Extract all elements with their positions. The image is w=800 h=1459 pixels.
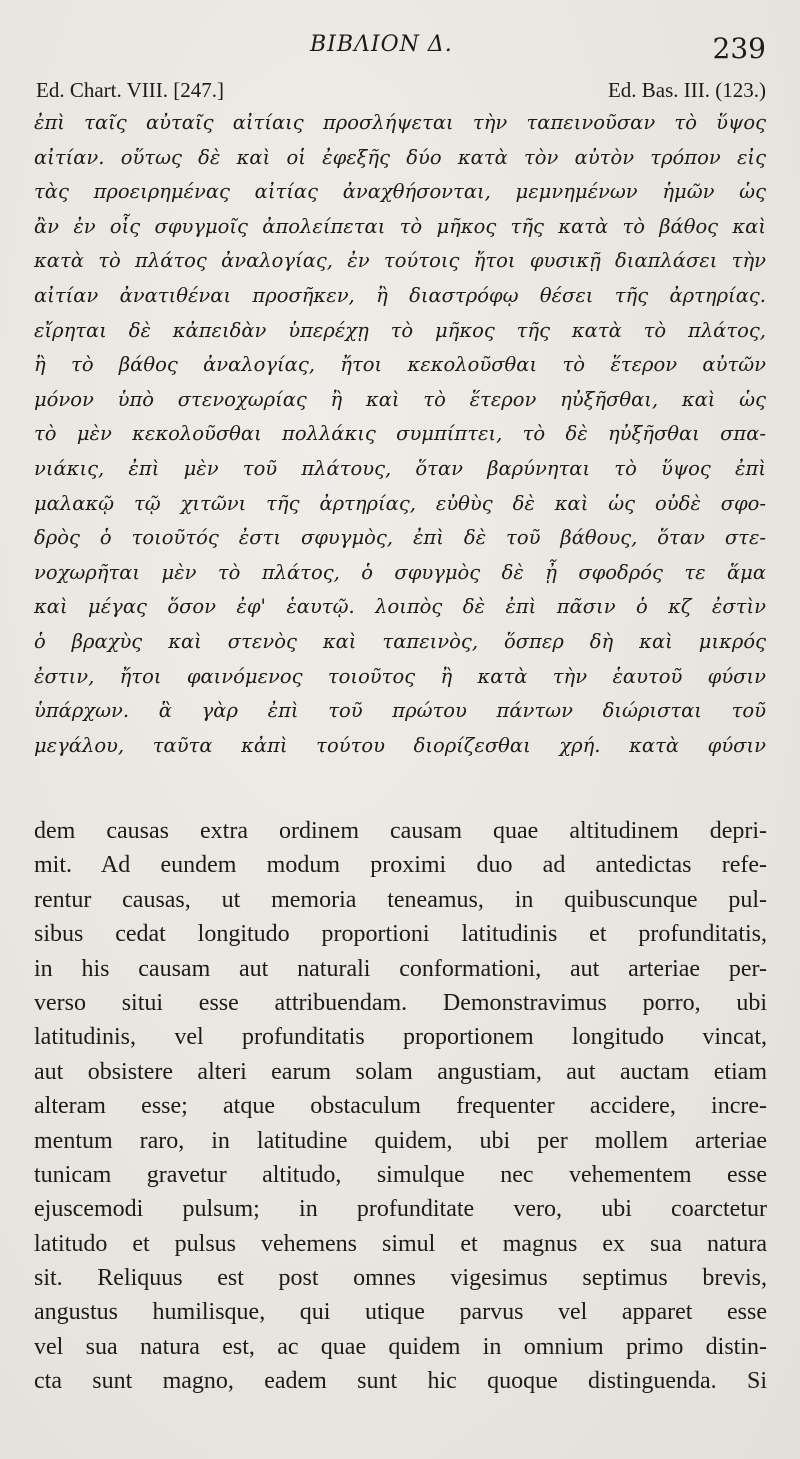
latin-line: vel sua natura est, ac quae quidem in omnium primo distin- [34,1333,767,1360]
greek-text-block [34,106,766,763]
greek-line: ὑπάρχων. ἃ γὰρ ἐπὶ τοῦ πρώτου πάντων διώρισται τοῦ [34,699,766,723]
latin-line: dem causas extra ordinem causam quae altitudinem depri- [34,818,767,844]
latin-line: alteram esse; atque obstaculum frequenter accidere, incre- [34,1093,767,1120]
greek-line: εἴρηται δὲ κἀπειδὰν ὑπερέχῃ τὸ μῆκος τῆς κατὰ τὸ πλάτος, [34,318,766,342]
greek-line: τὰς προειρημένας αἰτίας ἀναχθήσονται, μεμνημένων ἡμῶν ὡς [34,180,766,204]
book-title: ΒΙΒΛΙΟΝ Δ. [310,32,453,57]
latin-line: verso situi esse attribuendam. Demonstravimus porro, ubi [34,989,767,1016]
edition-reference-right: Ed. Bas. III. (123.) [607,78,766,102]
running-head [0,26,800,66]
page-number: 239 [712,32,766,65]
greek-line: ἢ τὸ βάθος ἀναλογίας, ἤτοι κεκολοῦσθαι τὸ ἕτερον αὐτῶν [34,353,766,377]
greek-line: ἐπὶ ταῖς αὐταῖς αἰτίαις προσλήψεται τὴν ταπεινοῦσαν τὸ ὕψος [34,111,766,134]
greek-line: νοχωρῆται μὲν τὸ πλάτος, ὁ σφυγμὸς δὲ ᾖ σφοδρός τε ἅμα [34,560,766,584]
edition-reference-left: Ed. Chart. VIII. [247.] [36,78,224,102]
latin-line: ejuscemodi pulsum; in profunditate vero, ubi coarctetur [34,1196,767,1223]
latin-text-block [34,814,767,1399]
greek-line: αἰτίαν. οὕτως δὲ καὶ οἱ ἐφεξῆς δύο κατὰ τὸν αὐτὸν τρόπον εἰς [34,145,766,169]
latin-line: cta sunt magno, eadem sunt hic quoque distinguenda. Si [34,1368,767,1395]
greek-line: νιάκις, ἐπὶ μὲν τοῦ πλάτους, ὅταν βαρύνηται τὸ ὕψος ἐπὶ [34,456,766,480]
greek-line: ἐστιν, ἤτοι φαινόμενος τοιοῦτος ἢ κατὰ τὴν ἑαυτοῦ φύσιν [34,664,766,688]
latin-line: tunicam gravetur altitudo, simulque nec vehementem esse [34,1161,767,1188]
greek-line: μεγάλου, ταῦτα κἀπὶ τούτου διορίζεσθαι χρή. κατὰ φύσιν [34,733,766,757]
latin-line: angustus humilisque, qui utique parvus vel apparet esse [34,1299,767,1326]
latin-line: rentur causas, ut memoria teneamus, in quibuscunque pul- [34,886,767,913]
latin-line: in his causam aut naturali conformationi, aut arteriae per- [34,955,767,982]
latin-line: sibus cedat longitudo proportioni latitudinis et profunditatis, [34,921,767,948]
latin-line: latitudo et pulsus vehemens simul et magnus ex sua natura [34,1230,767,1257]
greek-line: ὁ βραχὺς καὶ στενὸς καὶ ταπεινὸς, ὅσπερ δὴ καὶ μικρός [34,629,766,653]
greek-line: μαλακῷ τῷ χιτῶνι τῆς ἀρτηρίας, εὐθὺς δὲ καὶ ὡς οὐδὲ σφο- [34,491,766,515]
latin-line: mit. Ad eundem modum proximi duo ad antedictas refe- [34,852,767,879]
greek-line: κατὰ τὸ πλάτος ἀναλογίας, ἐν τούτοις ἤτοι φυσικῇ διαπλάσει τὴν [34,249,766,273]
greek-line: τὸ μὲν κεκολοῦσθαι πολλάκις συμπίπτει, τὸ δὲ ηὐξῆσθαι σπα- [34,422,766,446]
greek-line: ἂν ἐν οἷς σφυγμοῖς ἀπολείπεται τὸ μῆκος τῆς κατὰ τὸ βάθος καὶ [34,214,766,238]
latin-line: mentum raro, in latitudine quidem, ubi per mollem arteriae [34,1127,767,1154]
latin-line: sit. Reliquus est post omnes vigesimus septimus brevis, [34,1265,767,1292]
greek-line: αἰτίαν ἀνατιθέναι προσῆκεν, ἢ διαστρόφῳ θέσει τῆς ἀρτηρίας. [34,283,766,307]
latin-line: latitudinis, vel profunditatis proportionem longitudo vincat, [34,1024,767,1051]
greek-line: μόνον ὑπὸ στενοχωρίας ἢ καὶ τὸ ἕτερον ηὐξῆσθαι, καὶ ὡς [34,387,766,411]
greek-line: καὶ μέγας ὅσον ἐφ' ἑαυτῷ. λοιπὸς δὲ ἐπὶ πᾶσιν ὁ κζ ἐστὶν [34,595,766,619]
edition-reference-line [36,78,766,108]
greek-line: δρὸς ὁ τοιοῦτός ἐστι σφυγμὸς, ἐπὶ δὲ τοῦ βάθους, ὅταν στε- [34,526,766,550]
latin-line: aut obsistere alteri earum solam angustiam, aut auctam etiam [34,1058,767,1085]
